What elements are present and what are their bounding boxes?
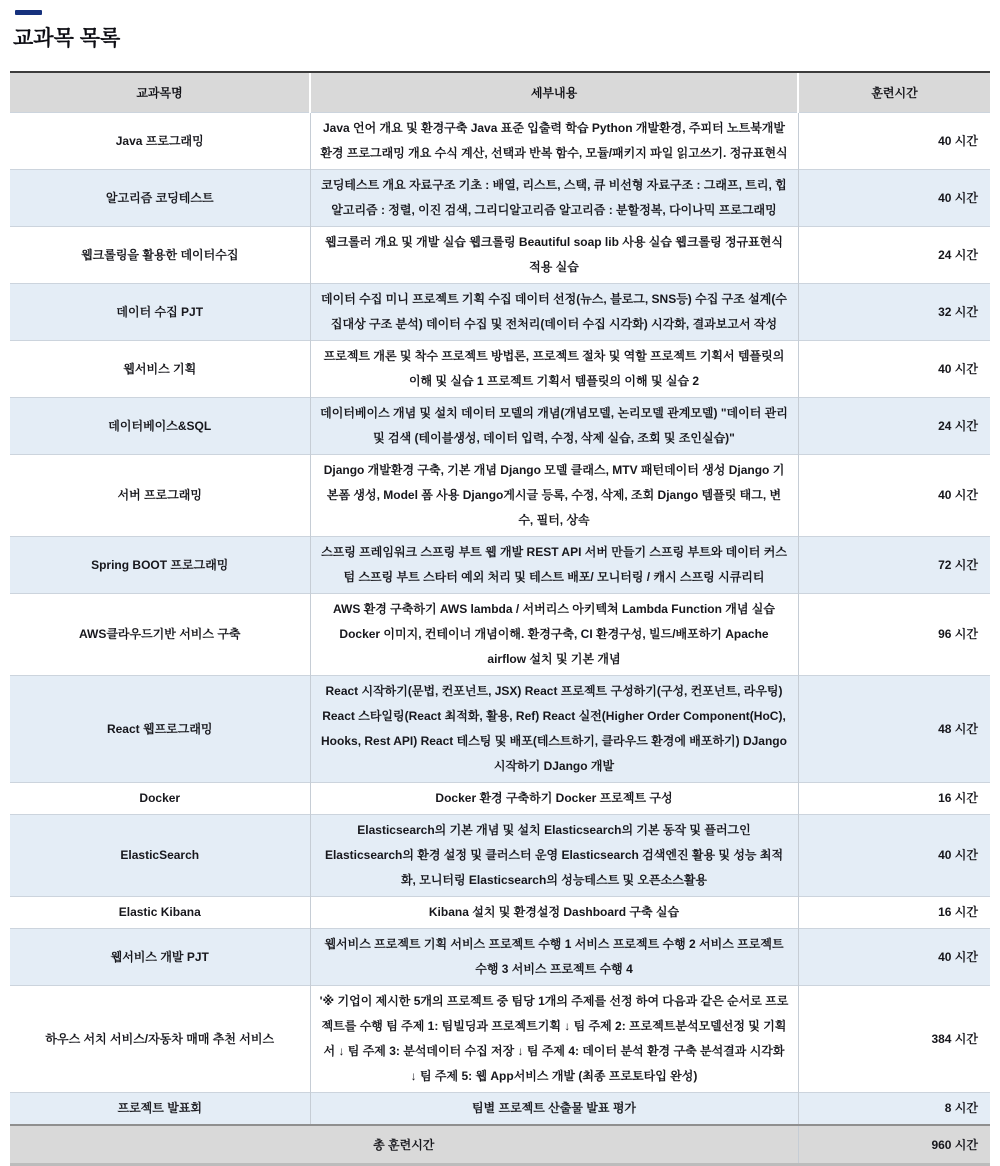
title-accent-bar	[15, 10, 42, 15]
hours-cell: 8 시간	[798, 1093, 990, 1126]
subject-cell: Java 프로그래밍	[10, 113, 310, 170]
hours-cell: 72 시간	[798, 537, 990, 594]
table-row	[10, 1093, 990, 1126]
subject-cell: 하우스 서치 서비스/자동차 매매 추천 서비스	[10, 986, 310, 1093]
table-row	[10, 227, 990, 284]
title-block	[0, 0, 1000, 52]
subject-cell: Elastic Kibana	[10, 897, 310, 929]
detail-cell: 웹서비스 프로젝트 기획 서비스 프로젝트 수행 1 서비스 프로젝트 수행 2 서비스 프로젝트 수행 3 서비스 프로젝트 수행 4	[310, 929, 798, 986]
table-row	[10, 929, 990, 986]
table-header-row	[10, 72, 990, 113]
subject-cell: AWS클라우드기반 서비스 구축	[10, 594, 310, 676]
hours-cell: 40 시간	[798, 170, 990, 227]
hours-cell: 96 시간	[798, 594, 990, 676]
page-title: 교과목 목록	[13, 27, 121, 50]
detail-cell: Kibana 설치 및 환경설정 Dashboard 구축 실습	[310, 897, 798, 929]
detail-cell: 팀별 프로젝트 산출물 발표 평가	[310, 1093, 798, 1126]
subject-cell: 서버 프로그래밍	[10, 455, 310, 537]
hours-cell: 384 시간	[798, 986, 990, 1093]
table-row	[10, 398, 990, 455]
detail-cell: 프로젝트 개론 및 착수 프로젝트 방법론, 프로젝트 절차 및 역할 프로젝트 기획서 템플릿의 이해 및 실습 1 프로젝트 기획서 템플릿의 이해 및 실습 2	[310, 341, 798, 398]
subject-cell: ElasticSearch	[10, 815, 310, 897]
detail-cell: Elasticsearch의 기본 개념 및 설치 Elasticsearch의 기본 동작 및 플러그인 Elasticsearch의 환경 설정 및 클러스터 운영 Elasticsearch 검색엔진 활용 및 성능 최적화, 모니터링 Elasticsearch의 성능테스트 및 오픈소스활용	[310, 815, 798, 897]
subject-cell: 웹서비스 개발 PJT	[10, 929, 310, 986]
hours-cell: 40 시간	[798, 341, 990, 398]
subject-cell: 프로젝트 발표회	[10, 1093, 310, 1126]
detail-cell: 데이터베이스 개념 및 설치 데이터 모델의 개념(개념모델, 논리모델 관계모델) "데이터 관리 및 검색 (테이블생성, 데이터 입력, 수정, 삭제 실습, 조회 및 조인실습)"	[310, 398, 798, 455]
hours-cell: 40 시간	[798, 929, 990, 986]
table-row	[10, 783, 990, 815]
hours-cell: 16 시간	[798, 897, 990, 929]
subject-cell: 웹크롤링을 활용한 데이터수집	[10, 227, 310, 284]
footer-total-label: 총 훈련시간	[10, 1125, 798, 1165]
table-row	[10, 341, 990, 398]
detail-cell: Django 개발환경 구축, 기본 개념 Django 모델 클래스, MTV 패턴데이터 생성 Django 기본폼 생성, Model 폼 사용 Django게시글 등록, 수정, 삭제, 조회 Django 템플릿 태그, 변수, 필터, 상속	[310, 455, 798, 537]
header-subject: 교과목명	[10, 72, 310, 113]
detail-cell: React 시작하기(문법, 컨포넌트, JSX) React 프로젝트 구성하기(구성, 컨포넌트, 라우팅) React 스타일링(React 최적화, 활용, Ref) React 실전(Higher Order Component(HoC), Hooks, Rest API) React 테스팅 및 배포(테스트하기, 클라우드 환경에 배포하기) DJango 시작하기 DJango 개발	[310, 676, 798, 783]
subject-cell: Docker	[10, 783, 310, 815]
header-hours: 훈련시간	[798, 72, 990, 113]
hours-cell: 40 시간	[798, 815, 990, 897]
table-row	[10, 815, 990, 897]
hours-cell: 16 시간	[798, 783, 990, 815]
detail-cell: Java 언어 개요 및 환경구축 Java 표준 입출력 학습 Python 개발환경, 주피터 노트북개발환경 프로그래밍 개요 수식 계산, 선택과 반복 함수, 모듈/패키지 파일 읽고쓰기. 정규표현식	[310, 113, 798, 170]
hours-cell: 24 시간	[798, 398, 990, 455]
detail-cell: 코딩테스트 개요 자료구조 기초 : 배열, 리스트, 스택, 큐 비선형 자료구조 : 그래프, 트리, 힙 알고리즘 : 정렬, 이진 검색, 그리디알고리즘 알고리즘 : 분할정복, 다이나믹 프로그래밍	[310, 170, 798, 227]
hours-cell: 48 시간	[798, 676, 990, 783]
hours-cell: 32 시간	[798, 284, 990, 341]
detail-cell: 웹크롤러 개요 및 개발 실습 웹크롤링 Beautiful soap lib 사용 실습 웹크롤링 정규표현식 적용 실습	[310, 227, 798, 284]
table-row	[10, 455, 990, 537]
table-row	[10, 676, 990, 783]
detail-cell: 스프링 프레임워크 스프링 부트 웹 개발 REST API 서버 만들기 스프링 부트와 데이터 커스텀 스프링 부트 스타터 예외 처리 및 테스트 배포/ 모니터링 / 캐시 스프링 시큐리티	[310, 537, 798, 594]
table-row	[10, 284, 990, 341]
detail-cell: Docker 환경 구축하기 Docker 프로젝트 구성	[310, 783, 798, 815]
table-row	[10, 113, 990, 170]
subject-cell: Spring BOOT 프로그래밍	[10, 537, 310, 594]
header-detail: 세부내용	[310, 72, 798, 113]
curriculum-table	[10, 71, 990, 1166]
footer-total-hours: 960 시간	[798, 1125, 990, 1165]
table-row	[10, 170, 990, 227]
hours-cell: 24 시간	[798, 227, 990, 284]
table-row	[10, 986, 990, 1093]
subject-cell: 데이터베이스&SQL	[10, 398, 310, 455]
subject-cell: React 웹프로그래밍	[10, 676, 310, 783]
table-row	[10, 537, 990, 594]
detail-cell: AWS 환경 구축하기 AWS lambda / 서버리스 아키텍쳐 Lambda Function 개념 실습 Docker 이미지, 컨테이너 개념이해. 환경구축, CI 환경구성, 빌드/배포하기 Apache airflow 설치 및 기본 개념	[310, 594, 798, 676]
table-footer-row	[10, 1125, 990, 1165]
subject-cell: 데이터 수집 PJT	[10, 284, 310, 341]
table-row	[10, 594, 990, 676]
subject-cell: 웹서비스 기획	[10, 341, 310, 398]
table-row	[10, 897, 990, 929]
hours-cell: 40 시간	[798, 455, 990, 537]
detail-cell: 데이터 수집 미니 프로젝트 기획 수집 데이터 선정(뉴스, 블로그, SNS등) 수집 구조 설계(수집대상 구조 분석) 데이터 수집 및 전처리(데이터 수집 시각화) 시각화, 결과보고서 작성	[310, 284, 798, 341]
subject-cell: 알고리즘 코딩테스트	[10, 170, 310, 227]
detail-cell: '※ 기업이 제시한 5개의 프로젝트 중 팀당 1개의 주제를 선정 하여 다음과 같은 순서로 프로젝트를 수행 팀 주제 1: 팀빌딩과 프로젝트기획 ↓ 팀 주제 2: 프로젝트분석모델선정 및 기획서 ↓ 팀 주제 3: 분석데이터 수집 저장 ↓ 팀 주제 4: 데이터 분석 환경 구축 분석결과 시각화 ↓ 팀 주제 5: 웹 App서비스 개발 (최종 프로토타입 완성)	[310, 986, 798, 1093]
hours-cell: 40 시간	[798, 113, 990, 170]
